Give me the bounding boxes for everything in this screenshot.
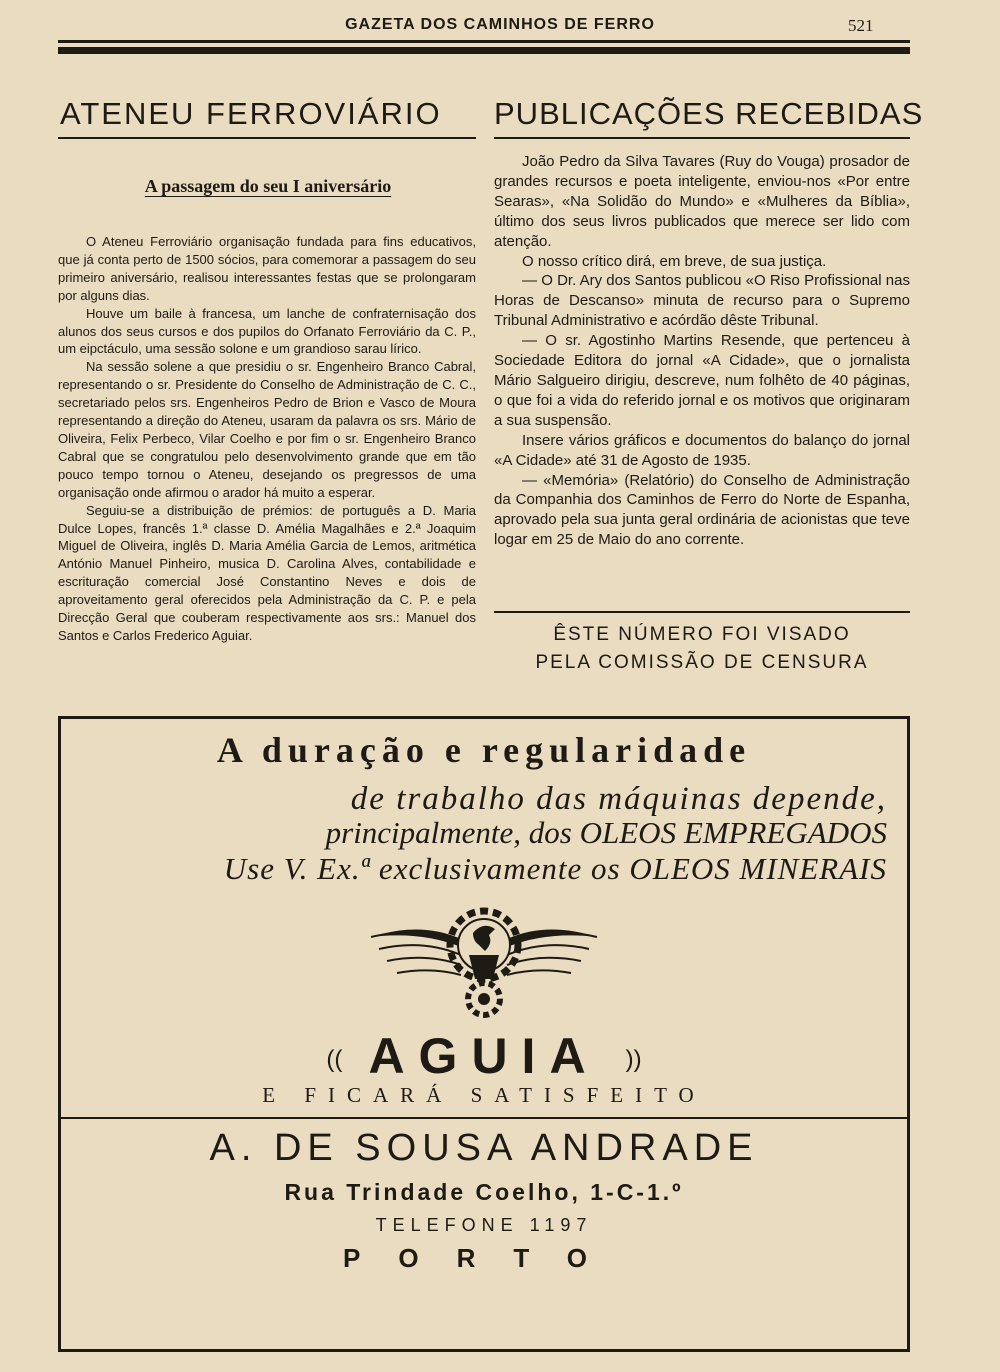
section-rule-left: [58, 137, 476, 139]
ad-phone: TELEFONE 1197: [375, 1215, 593, 1235]
header-rule-thick: [58, 47, 910, 54]
section-title-publicacoes: PUBLICAÇÕES RECEBIDAS: [494, 96, 924, 131]
article-paragraph: Seguiu-se a distribuição de prémios: de português a D. Maria Dulce Lopes, francês 1.ª classe D. Amélia Magalhães e 2.ª Joaquim Miguel de Oliveira, inglês D. Maria Amélia Garcia de Lemos, aritmética António Manuel Pinheiro, musica D. Carolina Alves, contabilidade e escrituração comercial José Constantino Neves e dois de aproveitamento geral oferecidos pela Administração da C. P. e pela Direcção Geral que couberam respectivamente aos srs.: Manuel dos Santos e Carlos Frederico Aguiar.: [58, 502, 476, 643]
header-rule-thin: [58, 40, 910, 43]
article-paragraph: — «Memória» (Relatório) do Conselho de Administração da Companhia dos Caminhos de Ferro do Norte de Espanha, aprovado pela sua junta geral ordinária de acionistas que teve logar em 25 de Maio do ano corrente.: [494, 471, 910, 549]
eagle-gear-emblem-icon: [361, 899, 607, 1019]
ad-headline: A duração e regularidade: [216, 730, 752, 770]
ad-address: Rua Trindade Coelho, 1-C-1.º: [284, 1179, 684, 1205]
ad-slogan: E FICARÁ SATISFEITO: [262, 1083, 706, 1107]
article-paragraph: João Pedro da Silva Tavares (Ruy do Vouga) prosador de grandes recursos e poeta inteligente, enviou-nos «Por entre Searas», «Na Solidão do Mundo» e «Mulheres da Bíblia», último dos seus livros publicados que merece ser lido com atenção.: [494, 153, 910, 250]
article-paragraph: O Ateneu Ferroviário organisação fundada para fins educativos, que já conta perto de 1500 sócios, para comemorar a passagem do seu primeiro aniversário, realisou interessantes festas que se prolongaram por alguns dias.: [58, 234, 476, 303]
ad-city: PORTO: [343, 1243, 625, 1273]
article-paragraph: O nosso crítico dirá, em breve, de sua justiça.: [522, 252, 827, 270]
article-paragraph: — O Dr. Ary dos Santos publicou «O Riso Profissional nas Horas de Descanso» minuta de recurso para o Supremo Tribunal Administrativo e acórdão dêste Tribunal.: [494, 272, 910, 330]
section-title-ateneu: ATENEU FERROVIÁRIO: [60, 96, 442, 131]
brand-open-paren: ((: [326, 1045, 343, 1073]
ad-company: A. DE SOUSA ANDRADE: [209, 1127, 759, 1169]
censor-rule: [494, 611, 910, 613]
ad-line-4: Use V. Ex.ª exclusivamente os OLEOS MINERAIS: [223, 851, 887, 886]
brand-name: AGUIA: [368, 1028, 598, 1084]
ad-divider: [61, 1117, 907, 1119]
journal-title: GAZETA DOS CAMINHOS DE FERRO: [345, 16, 655, 33]
article-paragraph: Houve um baile à francesa, um lanche de confraternisação dos alunos dos seus cursos e dos pupilos do Orfanato Ferroviário da C. P., um eipctáculo, uma sessão solone e um grandioso sarau lírico.: [58, 305, 476, 357]
aguia-oil-advertisement: [58, 716, 910, 1352]
publicacoes-article: [494, 152, 910, 550]
ateneu-article: [58, 233, 476, 645]
censor-notice-line1: ÊSTE NÚMERO FOI VISADO: [553, 624, 851, 645]
censor-notice-line2: PELA COMISSÃO DE CENSURA: [535, 652, 869, 673]
brand-close-paren: )): [625, 1045, 642, 1073]
page-number: 521: [848, 16, 874, 35]
ad-brand-aguia: [61, 1027, 907, 1085]
article-paragraph: Na sessão solene a que presidiu o sr. Engenheiro Branco Cabral, representando o sr. Presidente do Conselho de Administração de C. C., secretariado pelos srs. Engenheiros Pedro de Brion e Vasco de Moura representando a direção do Ateneu, usaram da palavra os srs. Mário de Oliveira, Felix Perbeco, Vilar Coelho e por fim o sr. Engenheiro Branco Cabral que se congratulou pelo desenvolvimento grande que em tão pouco tempo tornou o Ateneu, desejando os pregressos de uma organisação onde afirmou o arador há muito a esperar.: [58, 359, 476, 500]
ad-line-2: de trabalho das máquinas depende,: [350, 781, 887, 817]
article-paragraph: Insere vários gráficos e documentos do balanço do jornal «A Cidade» até 31 de Agosto de 1935.: [494, 431, 910, 469]
section-rule-right: [494, 137, 910, 139]
ad-line-3: principalmente, dos OLEOS EMPREGADOS: [325, 815, 887, 850]
article-paragraph: — O sr. Agostinho Martins Resende, que pertenceu à Sociedade Editora do jornal «A Cidade», que o jornalista Mário Salgueiro dirigiu, descreve, num folhêto de 40 páginas, o que foi a vida do referido jornal e os motivos que originaram a sua suspensão.: [494, 332, 910, 429]
article-subtitle: A passagem do seu I aniversário: [144, 176, 392, 196]
